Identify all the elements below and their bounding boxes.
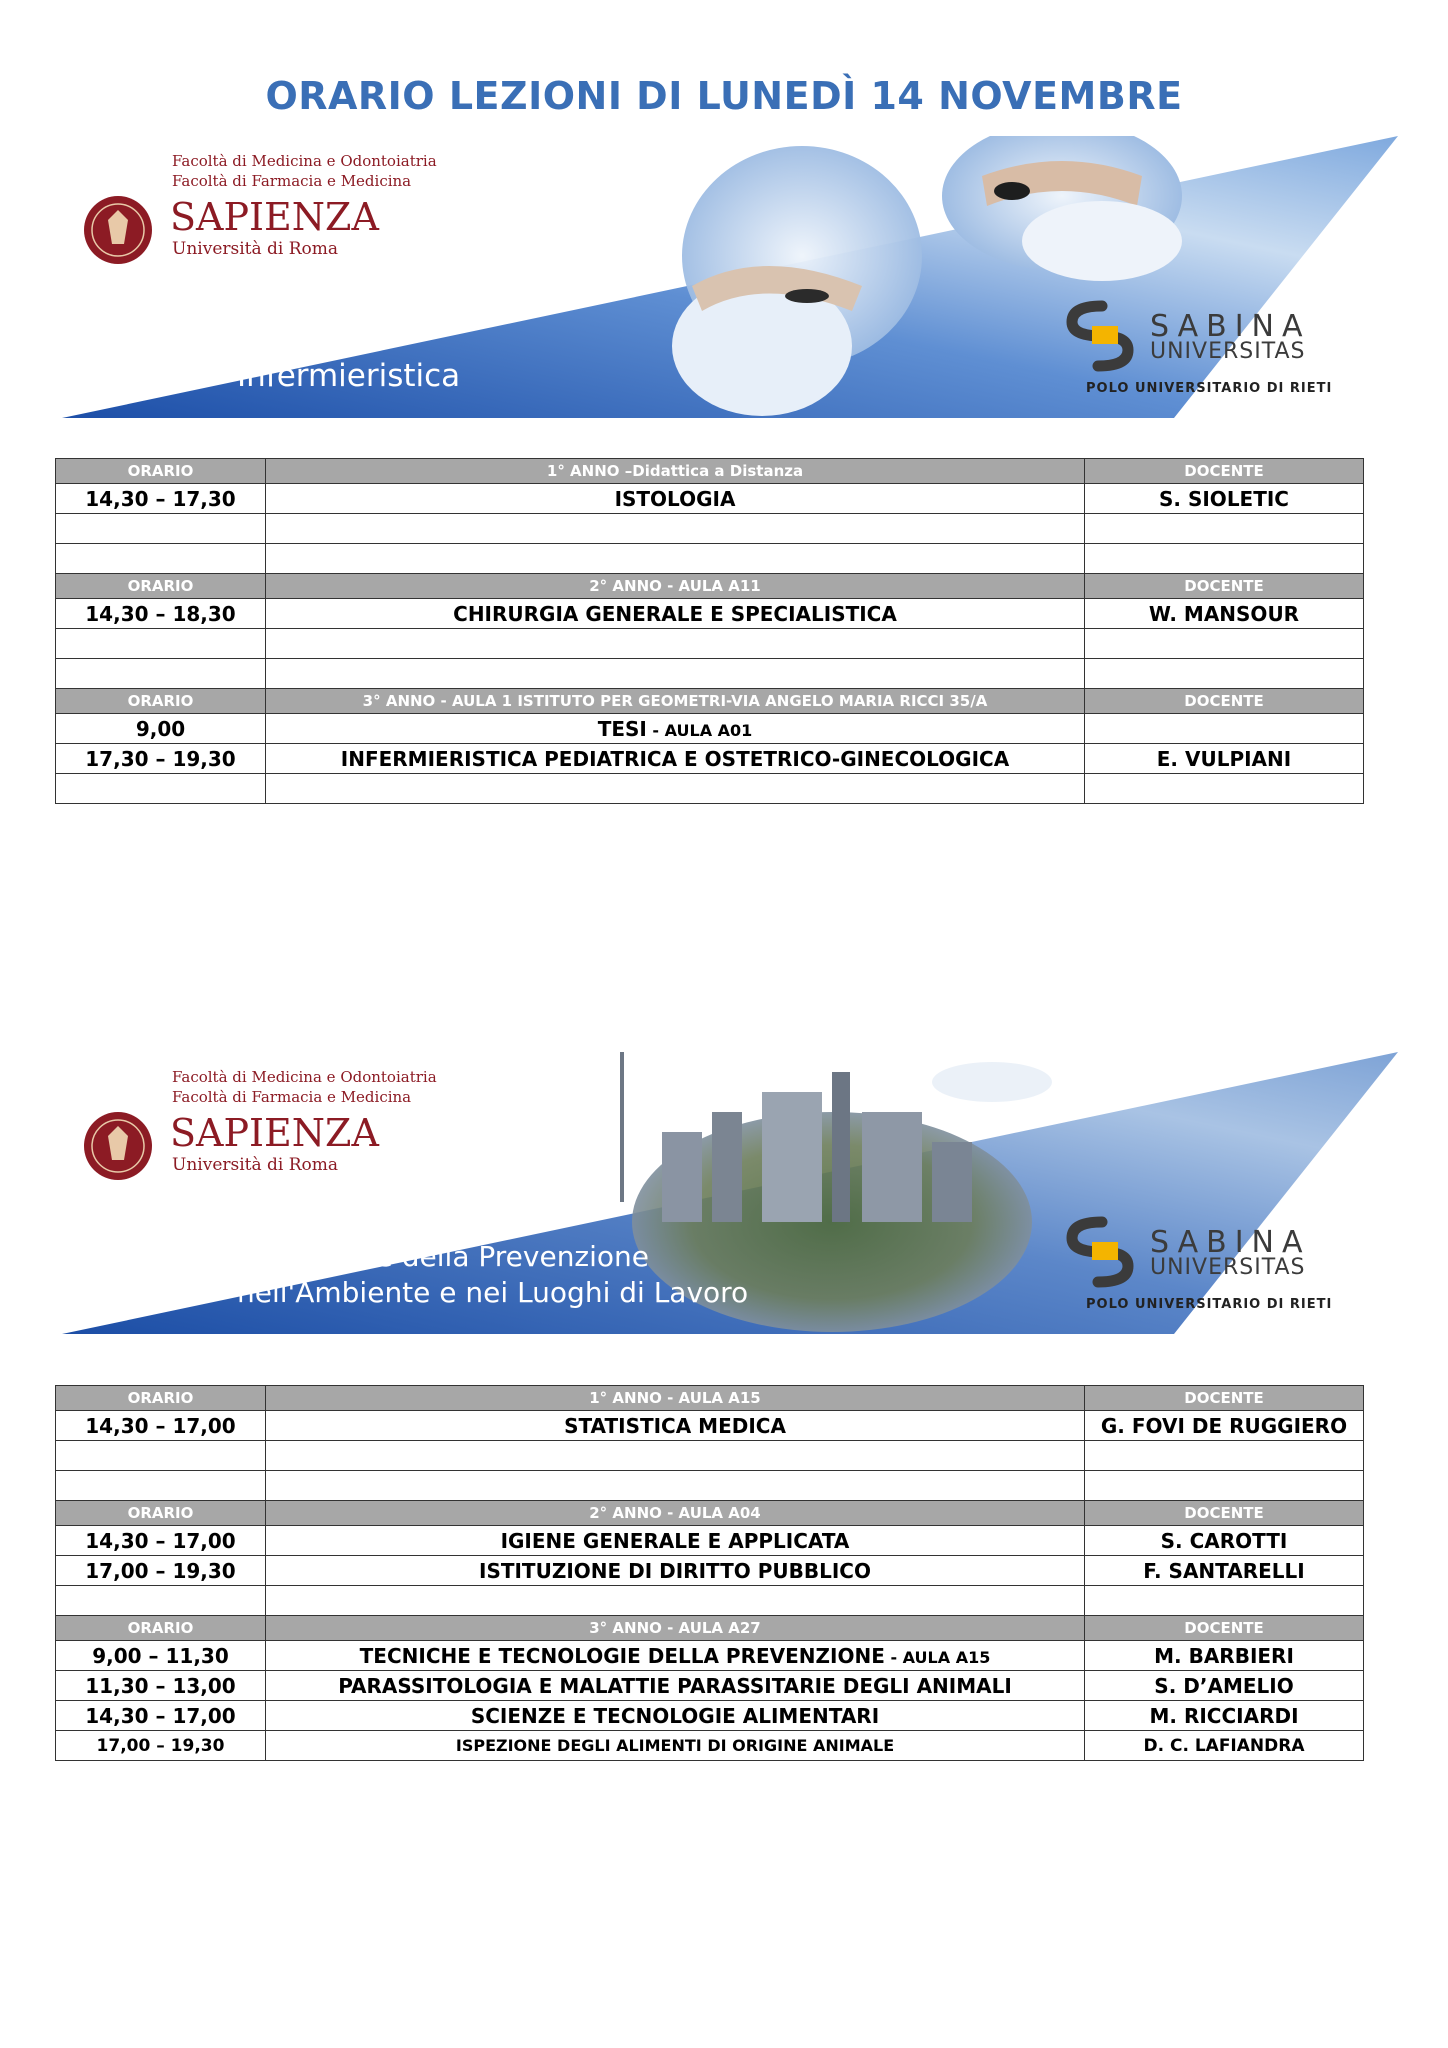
room-suffix: - AULA A01 [646, 720, 753, 740]
time-cell: 14,30 – 17,00 [56, 1411, 266, 1441]
header-time: ORARIO [56, 1386, 266, 1411]
subject-cell [266, 659, 1085, 689]
header-teacher: DOCENTE [1085, 689, 1364, 714]
schedule-table-prevenzione [55, 1385, 1364, 1761]
table-row [56, 1471, 1364, 1501]
table-row [56, 484, 1364, 514]
time-cell [56, 629, 266, 659]
table-row [56, 714, 1364, 744]
table-row [56, 659, 1364, 689]
time-cell: 9,00 – 11,30 [56, 1641, 266, 1671]
table-row [56, 1411, 1364, 1441]
header-time: ORARIO [56, 689, 266, 714]
page-title: ORARIO LEZIONI DI LUNEDÌ 14 NOVEMBRE [265, 74, 1183, 118]
table-row [56, 544, 1364, 574]
subject-cell: SCIENZE E TECNOLOGIE ALIMENTARI [266, 1701, 1085, 1731]
time-cell [56, 544, 266, 574]
subject-cell [266, 544, 1085, 574]
university-name: SAPIENZA [170, 1111, 379, 1155]
schedule-table-infermieristica [55, 458, 1364, 804]
header-time: ORARIO [56, 1616, 266, 1641]
teacher-cell [1085, 714, 1364, 744]
time-cell: 17,00 – 19,30 [56, 1731, 266, 1761]
subject-cell: ISTOLOGIA [266, 484, 1085, 514]
time-cell: 14,30 – 17,00 [56, 1701, 266, 1731]
subject-cell [266, 629, 1085, 659]
table-row [56, 629, 1364, 659]
course-name-line-2: nell'Ambiente e nei Luoghi di Lavoro [237, 1276, 749, 1309]
header-time: ORARIO [56, 459, 266, 484]
teacher-cell [1085, 629, 1364, 659]
partner-name: SABINA [1150, 1225, 1311, 1260]
table-row [56, 1641, 1364, 1671]
room-suffix: - AULA A15 [884, 1647, 991, 1667]
subject-text: TECNICHE E TECNOLOGIE DELLA PREVENZIONE [359, 1643, 885, 1668]
course-name-line-1: Tecniche della Prevenzione [272, 1240, 650, 1273]
time-cell [56, 1586, 266, 1616]
time-cell [56, 1441, 266, 1471]
subject-cell [266, 1471, 1085, 1501]
subject-cell [266, 1641, 1085, 1671]
table-row [56, 1526, 1364, 1556]
teacher-cell [1085, 659, 1364, 689]
table-row [56, 599, 1364, 629]
header-year: 1° ANNO - AULA A15 [266, 1386, 1085, 1411]
subject-text: TESI [597, 716, 647, 741]
table-row [56, 1441, 1364, 1471]
teacher-cell [1085, 1586, 1364, 1616]
subject-cell [266, 1586, 1085, 1616]
teacher-cell [1085, 514, 1364, 544]
time-cell [56, 1471, 266, 1501]
course-banner-infermieristica [62, 136, 1398, 418]
subject-cell [266, 1441, 1085, 1471]
partner-name: SABINA [1150, 309, 1311, 344]
table-row [56, 774, 1364, 804]
header-year: 2° ANNO - AULA A04 [266, 1501, 1085, 1526]
time-cell [56, 659, 266, 689]
table-row [56, 1701, 1364, 1731]
teacher-cell: D. C. LAFIANDRA [1085, 1731, 1364, 1761]
course-name: Infermieristica [237, 358, 461, 394]
time-cell: 17,00 – 19,30 [56, 1556, 266, 1586]
header-teacher: DOCENTE [1085, 1616, 1364, 1641]
table-header-row [56, 459, 1364, 484]
university-subtitle: Università di Roma [172, 1155, 339, 1175]
subject-cell: ISPEZIONE DEGLI ALIMENTI DI ORIGINE ANIMALE [266, 1731, 1085, 1761]
faculty-line-1: Facoltà di Medicina e Odontoiatria [172, 1068, 437, 1086]
header-teacher: DOCENTE [1085, 1501, 1364, 1526]
teacher-cell [1085, 544, 1364, 574]
table-header-row [56, 1386, 1364, 1411]
time-cell: 17,30 – 19,30 [56, 744, 266, 774]
time-cell: 9,00 [56, 714, 266, 744]
header-year: 3° ANNO - AULA 1 ISTITUTO PER GEOMETRI-VIA ANGELO MARIA RICCI 35/A [266, 689, 1085, 714]
time-cell: 14,30 – 18,30 [56, 599, 266, 629]
teacher-cell: M. RICCIARDI [1085, 1701, 1364, 1731]
subject-cell [266, 774, 1085, 804]
header-year: 1° ANNO –Didattica a Distanza [266, 459, 1085, 484]
time-cell [56, 514, 266, 544]
teacher-cell: S. SIOLETIC [1085, 484, 1364, 514]
header-year: 2° ANNO - AULA A11 [266, 574, 1085, 599]
table-row [56, 1586, 1364, 1616]
time-cell: 14,30 – 17,00 [56, 1526, 266, 1556]
teacher-cell: M. BARBIERI [1085, 1641, 1364, 1671]
subject-cell: IGIENE GENERALE E APPLICATA [266, 1526, 1085, 1556]
subject-cell [266, 714, 1085, 744]
teacher-cell: S. D’AMELIO [1085, 1671, 1364, 1701]
table-row [56, 1671, 1364, 1701]
header-time: ORARIO [56, 1501, 266, 1526]
table-row [56, 514, 1364, 544]
subject-cell: INFERMIERISTICA PEDIATRICA E OSTETRICO-GINECOLOGICA [266, 744, 1085, 774]
time-cell: 11,30 – 13,00 [56, 1671, 266, 1701]
subject-cell: ISTITUZIONE DI DIRITTO PUBBLICO [266, 1556, 1085, 1586]
faculty-line-1: Facoltà di Medicina e Odontoiatria [172, 152, 437, 170]
faculty-line-2: Facoltà di Farmacia e Medicina [172, 172, 412, 190]
sapienza-seal-logo [84, 196, 152, 264]
subject-cell: PARASSITOLOGIA E MALATTIE PARASSITARIE DEGLI ANIMALI [266, 1671, 1085, 1701]
table-row [56, 1731, 1364, 1761]
subject-cell [266, 514, 1085, 544]
course-banner-prevenzione [62, 1052, 1398, 1334]
teacher-cell: S. CAROTTI [1085, 1526, 1364, 1556]
header-teacher: DOCENTE [1085, 459, 1364, 484]
time-cell [56, 774, 266, 804]
header-teacher: DOCENTE [1085, 574, 1364, 599]
header-time: ORARIO [56, 574, 266, 599]
header-teacher: DOCENTE [1085, 1386, 1364, 1411]
teacher-cell [1085, 774, 1364, 804]
table-row [56, 744, 1364, 774]
subject-cell: STATISTICA MEDICA [266, 1411, 1085, 1441]
teacher-cell [1085, 1441, 1364, 1471]
table-header-row [56, 1616, 1364, 1641]
subject-cell: CHIRURGIA GENERALE E SPECIALISTICA [266, 599, 1085, 629]
table-header-row [56, 574, 1364, 599]
partner-tagline: POLO UNIVERSITARIO DI RIETI [1086, 381, 1333, 396]
teacher-cell: E. VULPIANI [1085, 744, 1364, 774]
sapienza-seal-logo [84, 1112, 152, 1180]
partner-subtitle: UNIVERSITAS [1150, 339, 1306, 364]
university-name: SAPIENZA [170, 195, 379, 239]
time-cell: 14,30 – 17,30 [56, 484, 266, 514]
teacher-cell: F. SANTARELLI [1085, 1556, 1364, 1586]
teacher-cell: W. MANSOUR [1085, 599, 1364, 629]
faculty-line-2: Facoltà di Farmacia e Medicina [172, 1088, 412, 1106]
table-header-row [56, 1501, 1364, 1526]
teacher-cell: G. FOVI DE RUGGIERO [1085, 1411, 1364, 1441]
table-row [56, 1556, 1364, 1586]
university-subtitle: Università di Roma [172, 239, 339, 259]
header-year: 3° ANNO - AULA A27 [266, 1616, 1085, 1641]
partner-subtitle: UNIVERSITAS [1150, 1255, 1306, 1280]
teacher-cell [1085, 1471, 1364, 1501]
table-header-row [56, 689, 1364, 714]
partner-tagline: POLO UNIVERSITARIO DI RIETI [1086, 1297, 1333, 1312]
